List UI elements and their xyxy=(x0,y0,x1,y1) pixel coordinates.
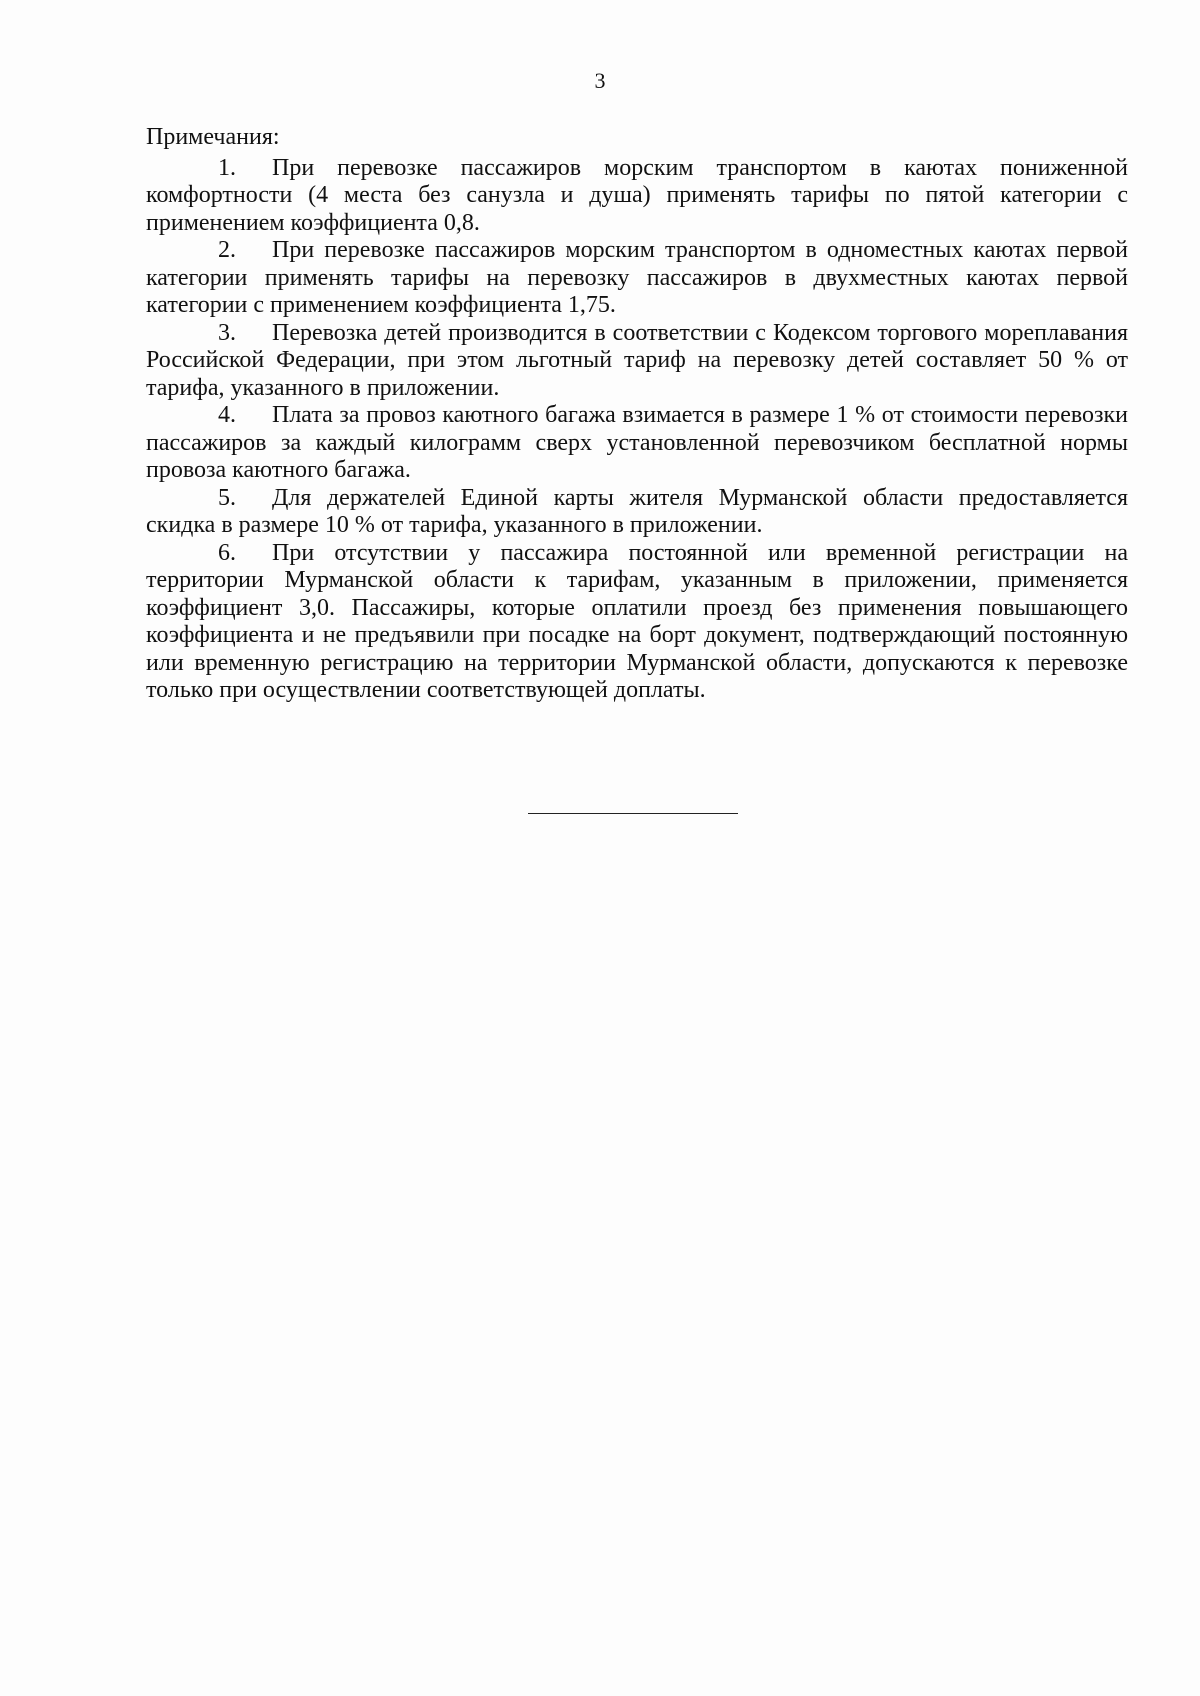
note-text: Плата за провоз каютного багажа взимается в размере 1 % от стоимости перевозки пассажиров за каждый килограмм сверх установленной перевозчиком бесплатной нормы провоза каютного багажа. xyxy=(146,402,1128,483)
note-number: 2. xyxy=(218,237,236,263)
note-item xyxy=(146,402,1128,485)
note-text: При перевозке пассажиров морским транспортом в одноместных каютах первой категории применять тарифы на перевозку пассажиров в двухместных каютах первой категории с применением коэффициента 1,75. xyxy=(146,237,1128,318)
notes-heading: Примечания: xyxy=(146,124,280,150)
end-separator-line xyxy=(528,813,738,814)
note-text: Перевозка детей производится в соответствии с Кодексом торгового мореплавания Российской Федерации, при этом льготный тариф на перевозку детей составляет 50 % от тарифа, указанного в приложении. xyxy=(146,319,1128,401)
page-number: 3 xyxy=(594,68,606,93)
note-item xyxy=(146,485,1128,540)
note-text: При перевозке пассажиров морским транспортом в каютах пониженной комфортности (4 места без санузла и душа) применять тарифы по пятой категории с применением коэффициента 0,8. xyxy=(146,154,1128,236)
note-number: 4. xyxy=(218,402,236,428)
note-item xyxy=(146,237,1128,320)
note-text: Для держателей Единой карты жителя Мурманской области предоставляется скидка в размере 10 % от тарифа, указанного в приложении. xyxy=(146,484,1128,538)
notes-section xyxy=(146,124,1128,705)
note-number: 5. xyxy=(218,484,236,511)
note-number: 3. xyxy=(218,319,236,346)
note-number: 6. xyxy=(218,539,236,566)
note-text: При отсутствии у пассажира постоянной или временной регистрации на территории Мурманской области к тарифам, указанным в приложении, применяется коэффициент 3,0. Пассажиры, которые оплатили проезд без применения повышающего коэффициента и не предъявили при посадке на борт документ, подтверждающий постоянную или временную регистрацию на территории Мурманской области, допускаются к перевозке только при осуществлении соответствующей доплаты. xyxy=(146,539,1128,703)
note-number: 1. xyxy=(218,154,236,181)
note-item xyxy=(146,320,1128,403)
note-item xyxy=(146,155,1128,238)
note-item xyxy=(146,540,1128,705)
